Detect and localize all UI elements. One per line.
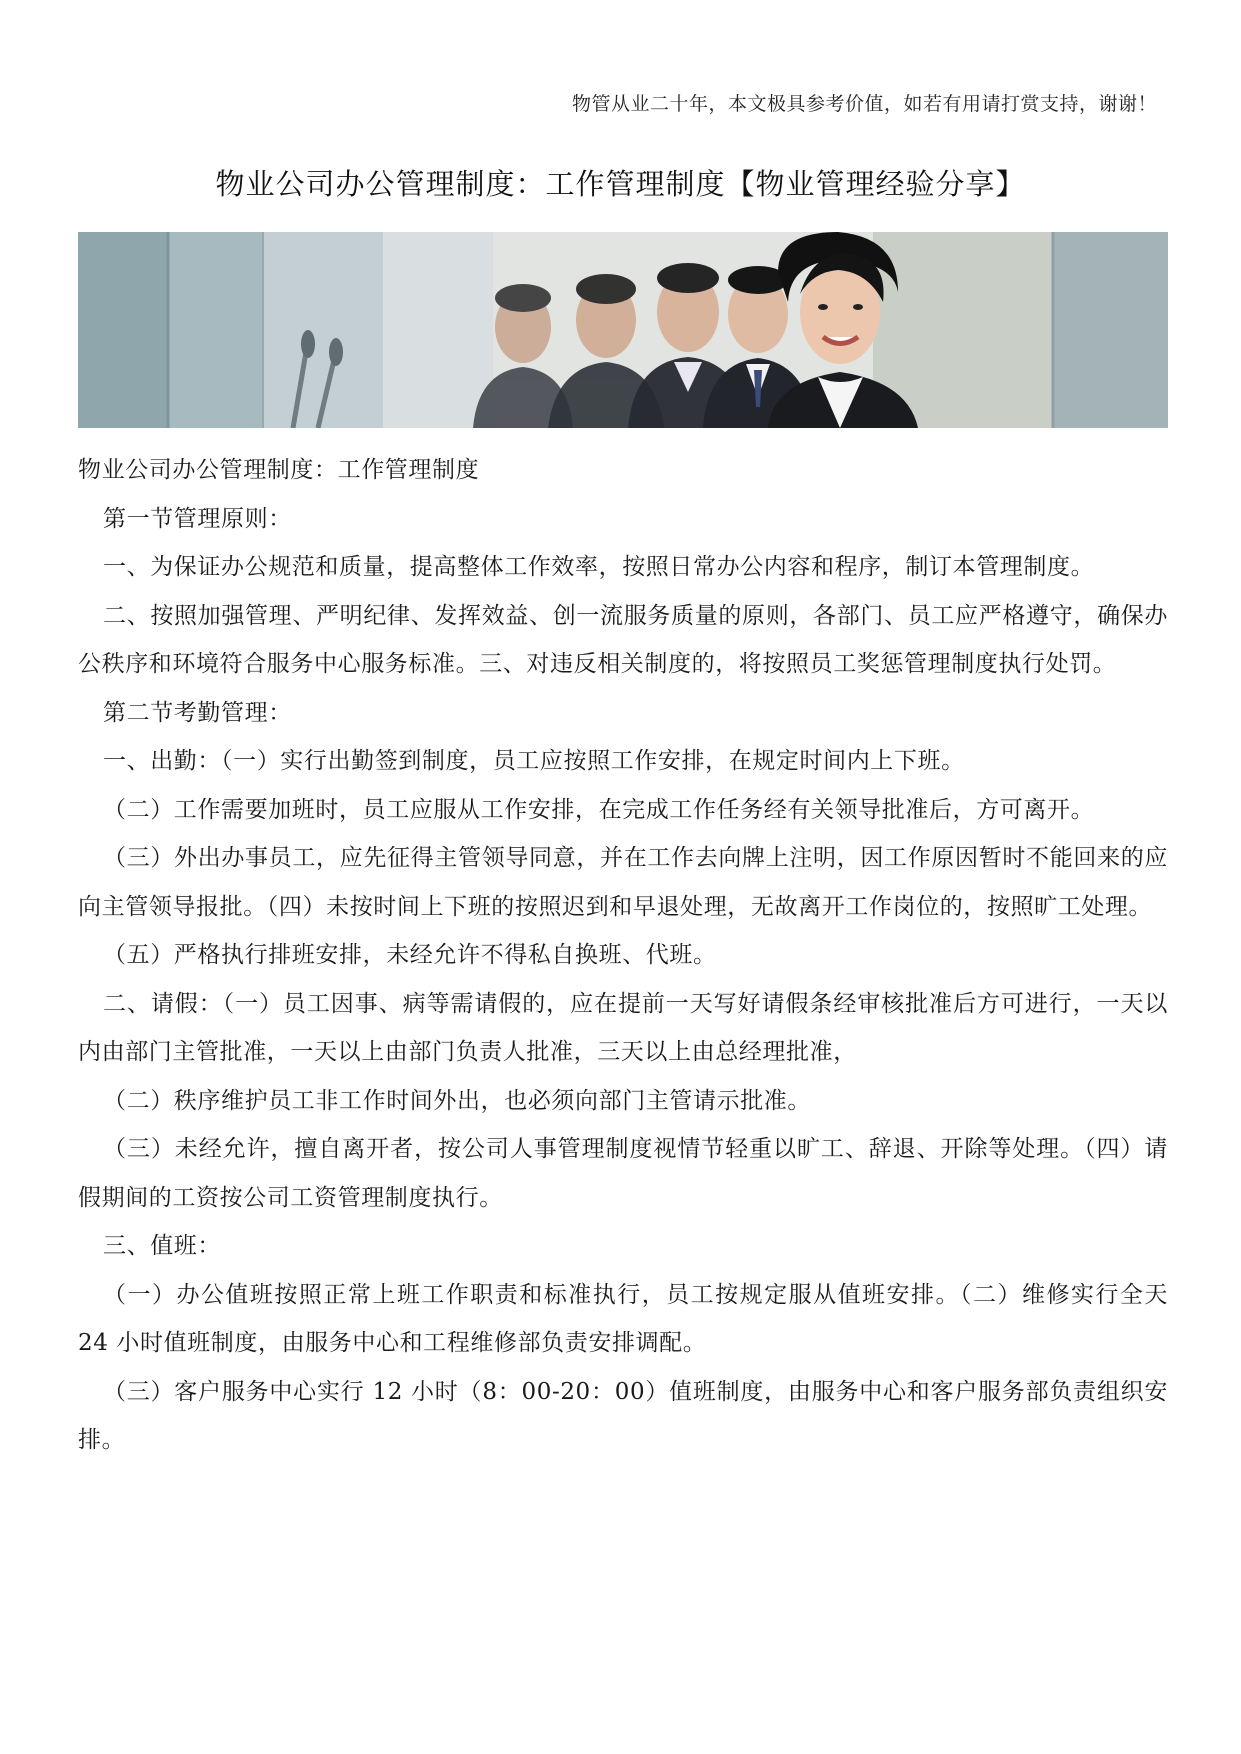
section-heading: 物业公司办公管理制度：工作管理制度: [78, 457, 480, 483]
paragraph: （三）客户服务中心实行 12 小时（8：00-20：00）值班制度，由服务中心和客户服务部负责组织安排。: [78, 1378, 1168, 1453]
staff-photo-illustration: [78, 232, 1168, 428]
document-body: [78, 446, 1168, 1465]
paragraph: （三）外出办事员工，应先征得主管领导同意，并在工作去向牌上注明，因工作原因暂时不能回来的应向主管领导报批。（四）未按时间上下班的按照迟到和早退处理，无故离开工作岗位的，按照旷工处理。: [78, 845, 1168, 920]
header-note: 物管从业二十年，本文极具参考价值，如若有用请打赏支持，谢谢！: [571, 93, 1157, 115]
paragraph: 二、按照加强管理、严明纪律、发挥效益、创一流服务质量的原则，各部门、员工应严格遵守，确保办公秩序和环境符合服务中心服务标准。三、对违反相关制度的，将按照员工奖惩管理制度执行处罚。: [78, 602, 1168, 677]
paragraph: （三）未经允许，擅自离开者，按公司人事管理制度视情节轻重以旷工、辞退、开除等处理。（四）请假期间的工资按公司工资管理制度执行。: [78, 1136, 1168, 1211]
paragraph: 三、值班：: [103, 1233, 221, 1259]
paragraph: 一、为保证办公规范和质量，提高整体工作效率，按照日常办公内容和程序，制订本管理制度。: [103, 554, 1095, 580]
paragraph: 一、出勤：（一）实行出勤签到制度，员工应按照工作安排，在规定时间内上下班。: [103, 748, 965, 774]
paragraph: （五）严格执行排班安排，未经允许不得私自换班、代班。: [103, 942, 717, 968]
paragraph: 二、请假：（一）员工因事、病等需请假的，应在提前一天写好请假条经审核批准后方可进行，一天以内由部门主管批准，一天以上由部门负责人批准，三天以上由总经理批准，: [78, 990, 1168, 1065]
paragraph: （一）办公值班按照正常上班工作职责和标准执行，员工按规定服从值班安排。（二）维修实行全天 24 小时值班制度，由服务中心和工程维修部负责安排调配。: [78, 1281, 1168, 1356]
paragraph: （二）秩序维护员工非工作时间外出，也必须向部门主管请示批准。: [103, 1087, 811, 1114]
document-title: 物业公司办公管理制度：工作管理制度【物业管理经验分享】: [215, 167, 1026, 201]
paragraph: 第二节考勤管理：: [103, 699, 292, 726]
paragraph: 第一节管理原则：: [103, 505, 292, 532]
banner-photo: [78, 232, 1168, 428]
paragraph: （二）工作需要加班时，员工应服从工作安排，在完成工作任务经有关领导批准后，方可离开。: [103, 796, 1095, 823]
